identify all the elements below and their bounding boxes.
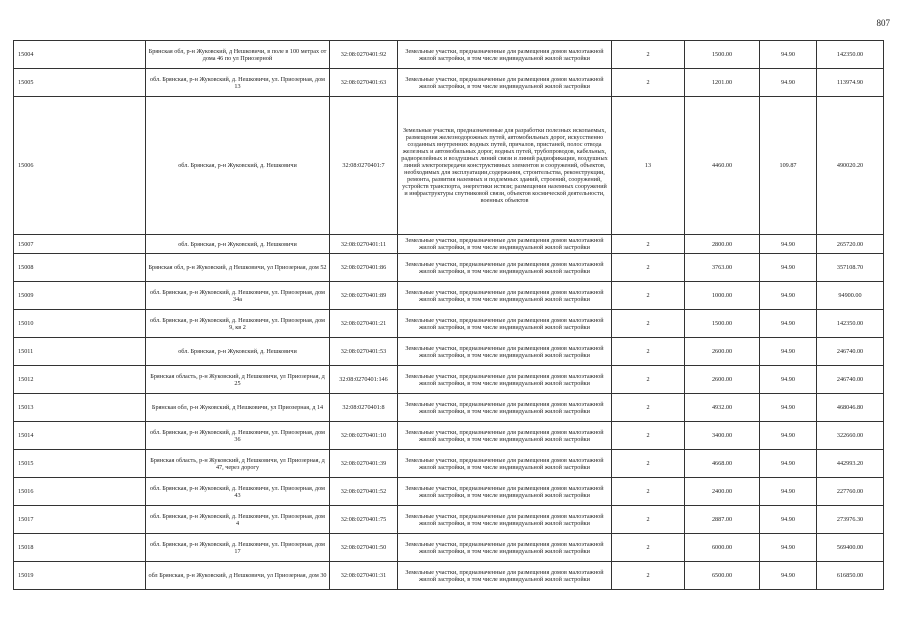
land-purpose-cell: Земельные участки, предназначенные для размещения домов малоэтажной жилой застройки, в том числе индивидуальной жилой застройки	[398, 282, 612, 310]
group-cell: 2	[612, 41, 685, 69]
area-cell: 2600.00	[685, 366, 760, 394]
cadastral-number-cell: 32:08:0270401:75	[330, 506, 398, 534]
rate-cell: 94.90	[760, 41, 817, 69]
address-cell: обл. Брянская, р-н Жуковский, д. Нешковичи, ул. Приозерная, дом 9, кв 2	[146, 310, 330, 338]
rate-cell: 94.90	[760, 450, 817, 478]
cadastral-value-cell: 227760.00	[817, 478, 884, 506]
cadastral-number-cell: 32:08:0270401:7	[330, 97, 398, 235]
row-id-cell: 15016	[14, 478, 146, 506]
address-cell: Брянская обл, р-н Жуковский, д Нешковичи, ул Приозерная, дом 52	[146, 254, 330, 282]
cadastral-number-cell: 32:08:0270401:31	[330, 562, 398, 590]
table-row	[14, 338, 884, 366]
cadastral-value-cell: 246740.00	[817, 338, 884, 366]
table-row	[14, 534, 884, 562]
cadastral-number-cell: 32:08:0270401:63	[330, 69, 398, 97]
cadastral-value-cell: 265720.00	[817, 235, 884, 254]
area-cell: 4460.00	[685, 97, 760, 235]
cadastral-value-cell: 113974.90	[817, 69, 884, 97]
group-cell: 2	[612, 310, 685, 338]
cadastral-number-cell: 32:08:0270401:146	[330, 366, 398, 394]
rate-cell: 94.90	[760, 422, 817, 450]
row-id-cell: 15007	[14, 235, 146, 254]
row-id-cell: 15017	[14, 506, 146, 534]
row-id-cell: 15004	[14, 41, 146, 69]
land-purpose-cell: Земельные участки, предназначенные для размещения домов малоэтажной жилой застройки, в том числе индивидуальной жилой застройки	[398, 562, 612, 590]
rate-cell: 94.90	[760, 366, 817, 394]
address-cell: обл. Брянская, р-н Жуковский, д. Нешковичи, ул. Приозерная, дом 43	[146, 478, 330, 506]
page-number: 807	[876, 18, 890, 28]
address-cell: обл. Брянская, р-н Жуковский, д. Нешковичи, ул. Приозерная, дом 36	[146, 422, 330, 450]
land-purpose-cell: Земельные участки, предназначенные для размещения домов малоэтажной жилой застройки, в том числе индивидуальной жилой застройки	[398, 235, 612, 254]
table-row	[14, 450, 884, 478]
cadastral-value-cell: 468046.80	[817, 394, 884, 422]
row-id-cell: 15013	[14, 394, 146, 422]
rate-cell: 94.90	[760, 394, 817, 422]
group-cell: 2	[612, 450, 685, 478]
cadastral-value-cell: 322660.00	[817, 422, 884, 450]
rate-cell: 94.90	[760, 254, 817, 282]
table-row	[14, 506, 884, 534]
area-cell: 4668.00	[685, 450, 760, 478]
address-cell: Брянская обл, р-н Жуковский, д Нешковичи, в поле в 100 метрах от дома 46 по ул Приозерной	[146, 41, 330, 69]
row-id-cell: 15009	[14, 282, 146, 310]
address-cell: обл. Брянская, р-н Жуковский, д. Нешковичи, ул. Приозерная, дом 13	[146, 69, 330, 97]
cadastral-number-cell: 32:08:0270401:11	[330, 235, 398, 254]
table-row	[14, 69, 884, 97]
land-purpose-cell: Земельные участки, предназначенные для размещения домов малоэтажной жилой застройки, в том числе индивидуальной жилой застройки	[398, 450, 612, 478]
address-cell: обл. Брянская, р-н Жуковский, д. Нешковичи, ул. Приозерная, дом 4	[146, 506, 330, 534]
table-row	[14, 394, 884, 422]
land-plots-table	[13, 40, 884, 590]
rate-cell: 94.90	[760, 235, 817, 254]
cadastral-value-cell: 490020.20	[817, 97, 884, 235]
address-cell: обл Брянская, р-н Жуковский, д Нешковичи, ул Приозерная, дом 30	[146, 562, 330, 590]
area-cell: 3763.00	[685, 254, 760, 282]
cadastral-number-cell: 32:08:0270401:8	[330, 394, 398, 422]
area-cell: 2600.00	[685, 338, 760, 366]
area-cell: 6000.00	[685, 534, 760, 562]
address-cell: Брянская область, р-н Жуковский, д Нешковичи, ул Приозерная, д 25	[146, 366, 330, 394]
row-id-cell: 15012	[14, 366, 146, 394]
group-cell: 2	[612, 394, 685, 422]
cadastral-value-cell: 616850.00	[817, 562, 884, 590]
area-cell: 2400.00	[685, 478, 760, 506]
area-cell: 6500.00	[685, 562, 760, 590]
group-cell: 2	[612, 254, 685, 282]
cadastral-number-cell: 32:08:0270401:53	[330, 338, 398, 366]
cadastral-value-cell: 142350.00	[817, 310, 884, 338]
cadastral-number-cell: 32:08:0270401:92	[330, 41, 398, 69]
land-purpose-cell: Земельные участки, предназначенные для размещения домов малоэтажной жилой застройки, в том числе индивидуальной жилой застройки	[398, 366, 612, 394]
land-purpose-cell: Земельные участки, предназначенные для размещения домов малоэтажной жилой застройки, в том числе индивидуальной жилой застройки	[398, 41, 612, 69]
address-cell: Брянская обл, р-н Жуковский, д Нешковичи, ул Приозерная, д 14	[146, 394, 330, 422]
row-id-cell: 15011	[14, 338, 146, 366]
land-purpose-cell: Земельные участки, предназначенные для размещения домов малоэтажной жилой застройки, в том числе индивидуальной жилой застройки	[398, 534, 612, 562]
table-row	[14, 97, 884, 235]
group-cell: 2	[612, 478, 685, 506]
land-purpose-cell: Земельные участки, предназначенные для размещения домов малоэтажной жилой застройки, в том числе индивидуальной жилой застройки	[398, 338, 612, 366]
row-id-cell: 15019	[14, 562, 146, 590]
row-id-cell: 15005	[14, 69, 146, 97]
row-id-cell: 15008	[14, 254, 146, 282]
group-cell: 2	[612, 506, 685, 534]
group-cell: 2	[612, 562, 685, 590]
cadastral-value-cell: 246740.00	[817, 366, 884, 394]
rate-cell: 94.90	[760, 478, 817, 506]
cadastral-value-cell: 94900.00	[817, 282, 884, 310]
rate-cell: 94.90	[760, 562, 817, 590]
cadastral-number-cell: 32:08:0270401:10	[330, 422, 398, 450]
cadastral-number-cell: 32:08:0270401:86	[330, 254, 398, 282]
land-purpose-cell: Земельные участки, предназначенные для размещения домов малоэтажной жилой застройки, в том числе индивидуальной жилой застройки	[398, 478, 612, 506]
table-row	[14, 478, 884, 506]
land-purpose-cell: Земельные участки, предназначенные для размещения домов малоэтажной жилой застройки, в том числе индивидуальной жилой застройки	[398, 254, 612, 282]
cadastral-value-cell: 442993.20	[817, 450, 884, 478]
group-cell: 2	[612, 235, 685, 254]
address-cell: обл. Брянская, р-н Жуковский, д. Нешковичи	[146, 338, 330, 366]
address-cell: обл. Брянская, р-н Жуковский, д. Нешковичи, ул. Приозерная, дом 17	[146, 534, 330, 562]
cadastral-value-cell: 569400.00	[817, 534, 884, 562]
row-id-cell: 15006	[14, 97, 146, 235]
table-row	[14, 282, 884, 310]
group-cell: 2	[612, 338, 685, 366]
address-cell: обл. Брянская, р-н Жуковский, д. Нешковичи	[146, 235, 330, 254]
address-cell: обл. Брянская, р-н Жуковский, д. Нешковичи, ул. Приозерная, дом 34а	[146, 282, 330, 310]
area-cell: 4932.00	[685, 394, 760, 422]
table-row	[14, 310, 884, 338]
rate-cell: 109.87	[760, 97, 817, 235]
group-cell: 2	[612, 534, 685, 562]
rate-cell: 94.90	[760, 69, 817, 97]
land-purpose-cell: Земельные участки, предназначенные для размещения домов малоэтажной жилой застройки, в том числе индивидуальной жилой застройки	[398, 394, 612, 422]
table-row	[14, 254, 884, 282]
land-purpose-cell: Земельные участки, предназначенные для размещения домов малоэтажной жилой застройки, в том числе индивидуальной жилой застройки	[398, 422, 612, 450]
area-cell: 1500.00	[685, 310, 760, 338]
area-cell: 2887.00	[685, 506, 760, 534]
row-id-cell: 15010	[14, 310, 146, 338]
cadastral-number-cell: 32:08:0270401:50	[330, 534, 398, 562]
cadastral-value-cell: 142350.00	[817, 41, 884, 69]
area-cell: 1000.00	[685, 282, 760, 310]
land-purpose-cell: Земельные участки, предназначенные для размещения домов малоэтажной жилой застройки, в том числе индивидуальной жилой застройки	[398, 506, 612, 534]
table-row	[14, 41, 884, 69]
rate-cell: 94.90	[760, 282, 817, 310]
area-cell: 2800.00	[685, 235, 760, 254]
group-cell: 2	[612, 366, 685, 394]
cadastral-number-cell: 32:08:0270401:39	[330, 450, 398, 478]
address-cell: обл. Брянская, р-н Жуковский, д. Нешковичи	[146, 97, 330, 235]
land-purpose-cell: Земельные участки, предназначенные для размещения домов малоэтажной жилой застройки, в том числе индивидуальной жилой застройки	[398, 69, 612, 97]
rate-cell: 94.90	[760, 338, 817, 366]
cadastral-value-cell: 273976.30	[817, 506, 884, 534]
cadastral-number-cell: 32:08:0270401:52	[330, 478, 398, 506]
area-cell: 3400.00	[685, 422, 760, 450]
group-cell: 13	[612, 97, 685, 235]
land-purpose-cell: Земельные участки, предназначенные для размещения домов малоэтажной жилой застройки, в том числе индивидуальной жилой застройки	[398, 310, 612, 338]
table-row	[14, 366, 884, 394]
address-cell: Брянская область, р-н Жуковский, д Нешковичи, ул Приозерная, д 47, через дорогу	[146, 450, 330, 478]
rate-cell: 94.90	[760, 534, 817, 562]
group-cell: 2	[612, 69, 685, 97]
table-row	[14, 422, 884, 450]
area-cell: 1500.00	[685, 41, 760, 69]
group-cell: 2	[612, 422, 685, 450]
cadastral-number-cell: 32:08:0270401:21	[330, 310, 398, 338]
cadastral-value-cell: 357108.70	[817, 254, 884, 282]
group-cell: 2	[612, 282, 685, 310]
rate-cell: 94.90	[760, 310, 817, 338]
rate-cell: 94.90	[760, 506, 817, 534]
land-purpose-cell: Земельные участки, предназначенные для разработки полезных ископаемых, размещения железнодорожных путей, автомобильных дорог, искусственно созданных внутренних водных путей, причалов, пристаней, полос отвода железных и автомобильных дорог, водных путей, трубопроводов, кабельных, радиорелейных и воздушных линий связи и линий радиофикации, воздушных линий электропередачи конструктивных элементов и сооружений, объектов, необходимых для эксплуатации,содержания, строительства, реконструкции, ремонта, развития наземных и подземных зданий, строений, сооружений, устройств транспорта, энергетики истязи; размещения наземных сооружений и инфраструктуры спутниковой связи, объектов космической деятельности, военных объектов	[398, 97, 612, 235]
cadastral-number-cell: 32:08:0270401:89	[330, 282, 398, 310]
row-id-cell: 15014	[14, 422, 146, 450]
table-row	[14, 235, 884, 254]
area-cell: 1201.00	[685, 69, 760, 97]
table-row	[14, 562, 884, 590]
row-id-cell: 15015	[14, 450, 146, 478]
row-id-cell: 15018	[14, 534, 146, 562]
